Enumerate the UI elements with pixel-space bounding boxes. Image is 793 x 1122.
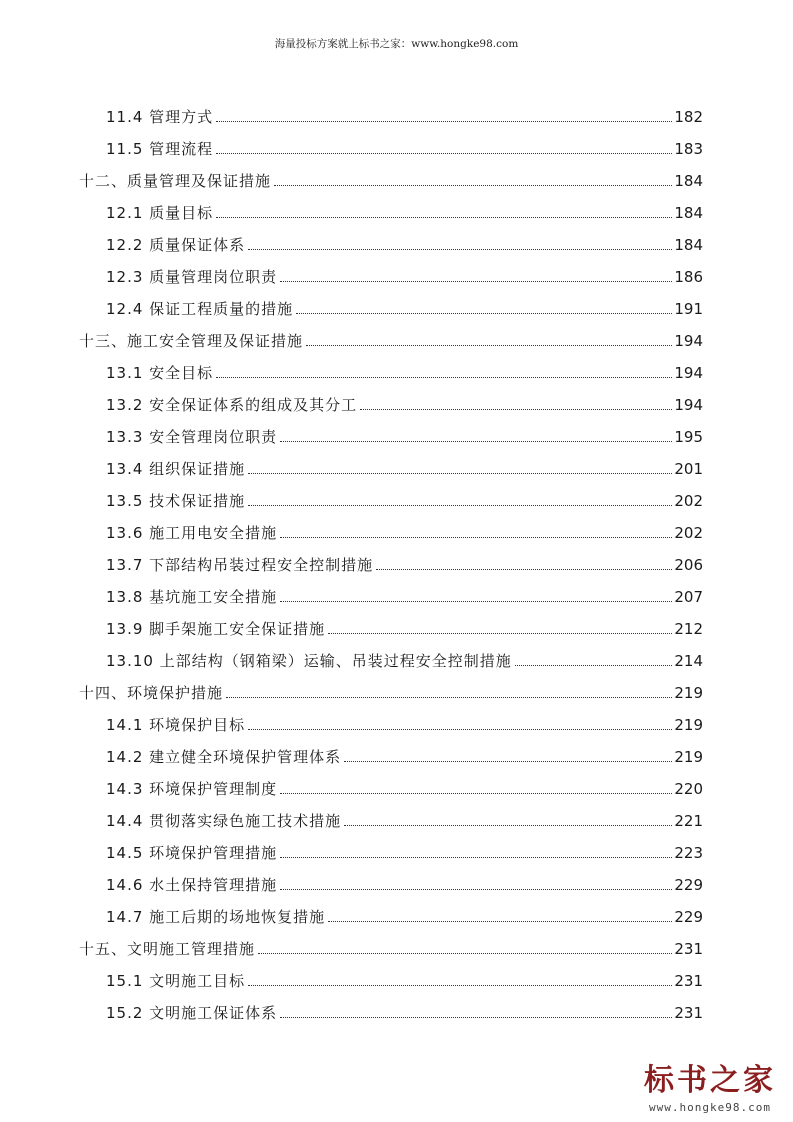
toc-dot-leader	[248, 729, 672, 730]
toc-entry-title: 13.6 施工用电安全措施	[106, 524, 278, 542]
toc-entry-title: 11.4 管理方式	[106, 108, 214, 126]
toc-page-number: 191	[674, 300, 703, 318]
toc-page-number: 219	[674, 748, 703, 766]
toc-entry-title: 14.2 建立健全环境保护管理体系	[106, 748, 342, 766]
toc-page-number: 184	[674, 204, 703, 222]
toc-section-entry[interactable]	[106, 261, 703, 287]
toc-chapter-entry[interactable]	[79, 165, 703, 191]
toc-section-entry[interactable]	[106, 709, 703, 735]
toc-section-entry[interactable]	[106, 485, 703, 511]
toc-dot-leader	[280, 793, 672, 794]
toc-section-entry[interactable]	[106, 549, 703, 575]
toc-dot-leader	[280, 857, 672, 858]
toc-section-entry[interactable]	[106, 837, 703, 863]
toc-entry-title: 14.5 环境保护管理措施	[106, 844, 278, 862]
toc-page-number: 186	[674, 268, 703, 286]
toc-page-number: 202	[674, 524, 703, 542]
toc-entry-title: 14.3 环境保护管理制度	[106, 780, 278, 798]
toc-entry-title: 14.4 贯彻落实绿色施工技术措施	[106, 812, 342, 830]
toc-page-number: 219	[674, 684, 703, 702]
toc-dot-leader	[280, 441, 672, 442]
toc-entry-title: 12.2 质量保证体系	[106, 236, 246, 254]
toc-section-entry[interactable]	[106, 645, 703, 671]
toc-chapter-entry[interactable]	[79, 325, 703, 351]
toc-section-entry[interactable]	[106, 965, 703, 991]
toc-entry-title: 11.5 管理流程	[106, 140, 214, 158]
toc-entry-title: 13.7 下部结构吊装过程安全控制措施	[106, 556, 374, 574]
toc-section-entry[interactable]	[106, 101, 703, 127]
toc-dot-leader	[274, 185, 672, 186]
watermark-url: www.hongke98.com	[649, 1101, 771, 1114]
toc-page-number: 207	[674, 588, 703, 606]
toc-dot-leader	[280, 281, 672, 282]
toc-page-number: 194	[674, 364, 703, 382]
toc-dot-leader	[280, 601, 672, 602]
toc-section-entry[interactable]	[106, 613, 703, 639]
toc-dot-leader	[248, 985, 672, 986]
toc-page-number: 194	[674, 332, 703, 350]
page-header: 海量投标方案就上标书之家：www.hongke98.com	[274, 38, 519, 50]
toc-section-entry[interactable]	[106, 997, 703, 1023]
toc-page-number: 229	[674, 908, 703, 926]
toc-entry-title: 十五、文明施工管理措施	[79, 940, 256, 958]
toc-entry-title: 13.1 安全目标	[106, 364, 214, 382]
toc-page-number: 201	[674, 460, 703, 478]
toc-page-number: 202	[674, 492, 703, 510]
toc-dot-leader	[280, 1017, 672, 1018]
toc-section-entry[interactable]	[106, 869, 703, 895]
toc-dot-leader	[258, 953, 672, 954]
toc-page-number: 220	[674, 780, 703, 798]
toc-dot-leader	[360, 409, 672, 410]
toc-entry-title: 12.3 质量管理岗位职责	[106, 268, 278, 286]
toc-dot-leader	[226, 697, 672, 698]
toc-page-number: 183	[674, 140, 703, 158]
toc-dot-leader	[328, 633, 672, 634]
toc-entry-title: 十四、环境保护措施	[79, 684, 224, 702]
toc-dot-leader	[216, 121, 672, 122]
toc-entry-title: 14.7 施工后期的场地恢复措施	[106, 908, 326, 926]
watermark-title: 标书之家	[644, 1063, 776, 1098]
toc-section-entry[interactable]	[106, 805, 703, 831]
toc-page-number: 195	[674, 428, 703, 446]
toc-chapter-entry[interactable]	[79, 933, 703, 959]
toc-entry-title: 14.6 水土保持管理措施	[106, 876, 278, 894]
toc-page-number: 223	[674, 844, 703, 862]
toc-page-number: 194	[674, 396, 703, 414]
toc-entry-title: 14.1 环境保护目标	[106, 716, 246, 734]
toc-dot-leader	[328, 921, 672, 922]
toc-section-entry[interactable]	[106, 453, 703, 479]
toc-entry-title: 十二、质量管理及保证措施	[79, 172, 272, 190]
toc-page-number: 219	[674, 716, 703, 734]
toc-section-entry[interactable]	[106, 741, 703, 767]
toc-entry-title: 13.5 技术保证措施	[106, 492, 246, 510]
toc-entry-title: 13.9 脚手架施工安全保证措施	[106, 620, 326, 638]
toc-page-number: 231	[674, 972, 703, 990]
toc-entry-title: 13.4 组织保证措施	[106, 460, 246, 478]
toc-section-entry[interactable]	[106, 389, 703, 415]
toc-section-entry[interactable]	[106, 229, 703, 255]
toc-section-entry[interactable]	[106, 357, 703, 383]
toc-dot-leader	[344, 761, 672, 762]
toc-page-number: 182	[674, 108, 703, 126]
toc-dot-leader	[280, 889, 672, 890]
toc-entry-title: 15.1 文明施工目标	[106, 972, 246, 990]
toc-section-entry[interactable]	[106, 197, 703, 223]
toc-page-number: 184	[674, 236, 703, 254]
toc-page-number: 231	[674, 1004, 703, 1022]
toc-section-entry[interactable]	[106, 421, 703, 447]
toc-dot-leader	[216, 217, 672, 218]
toc-dot-leader	[216, 377, 672, 378]
toc-page-number: 214	[674, 652, 703, 670]
toc-page-number: 184	[674, 172, 703, 190]
toc-section-entry[interactable]	[106, 773, 703, 799]
toc-dot-leader	[344, 825, 672, 826]
toc-section-entry[interactable]	[106, 293, 703, 319]
toc-entry-title: 12.4 保证工程质量的措施	[106, 300, 294, 318]
toc-page-number: 206	[674, 556, 703, 574]
toc-entry-title: 13.10 上部结构（钢箱梁）运输、吊装过程安全控制措施	[106, 652, 512, 670]
toc-entry-title: 13.8 基坑施工安全措施	[106, 588, 278, 606]
toc-chapter-entry[interactable]	[79, 677, 703, 703]
toc-dot-leader	[296, 313, 672, 314]
toc-dot-leader	[248, 249, 672, 250]
toc-section-entry[interactable]	[106, 901, 703, 927]
toc-dot-leader	[306, 345, 672, 346]
toc-page-number: 221	[674, 812, 703, 830]
toc-dot-leader	[515, 665, 673, 666]
toc-dot-leader	[280, 537, 672, 538]
toc-entry-title: 12.1 质量目标	[106, 204, 214, 222]
watermark-logo	[635, 1063, 785, 1114]
toc-entry-title: 13.2 安全保证体系的组成及其分工	[106, 396, 358, 414]
toc-section-entry[interactable]	[106, 517, 703, 543]
toc-dot-leader	[248, 473, 672, 474]
toc-dot-leader	[376, 569, 672, 570]
toc-entry-title: 15.2 文明施工保证体系	[106, 1004, 278, 1022]
toc-entry-title: 十三、施工安全管理及保证措施	[79, 332, 304, 350]
toc-page-number: 229	[674, 876, 703, 894]
toc-page-number: 212	[674, 620, 703, 638]
toc-section-entry[interactable]	[106, 581, 703, 607]
toc-entry-title: 13.3 安全管理岗位职责	[106, 428, 278, 446]
toc-section-entry[interactable]	[106, 133, 703, 159]
toc-page-number: 231	[674, 940, 703, 958]
toc-dot-leader	[248, 505, 672, 506]
toc-dot-leader	[216, 153, 672, 154]
